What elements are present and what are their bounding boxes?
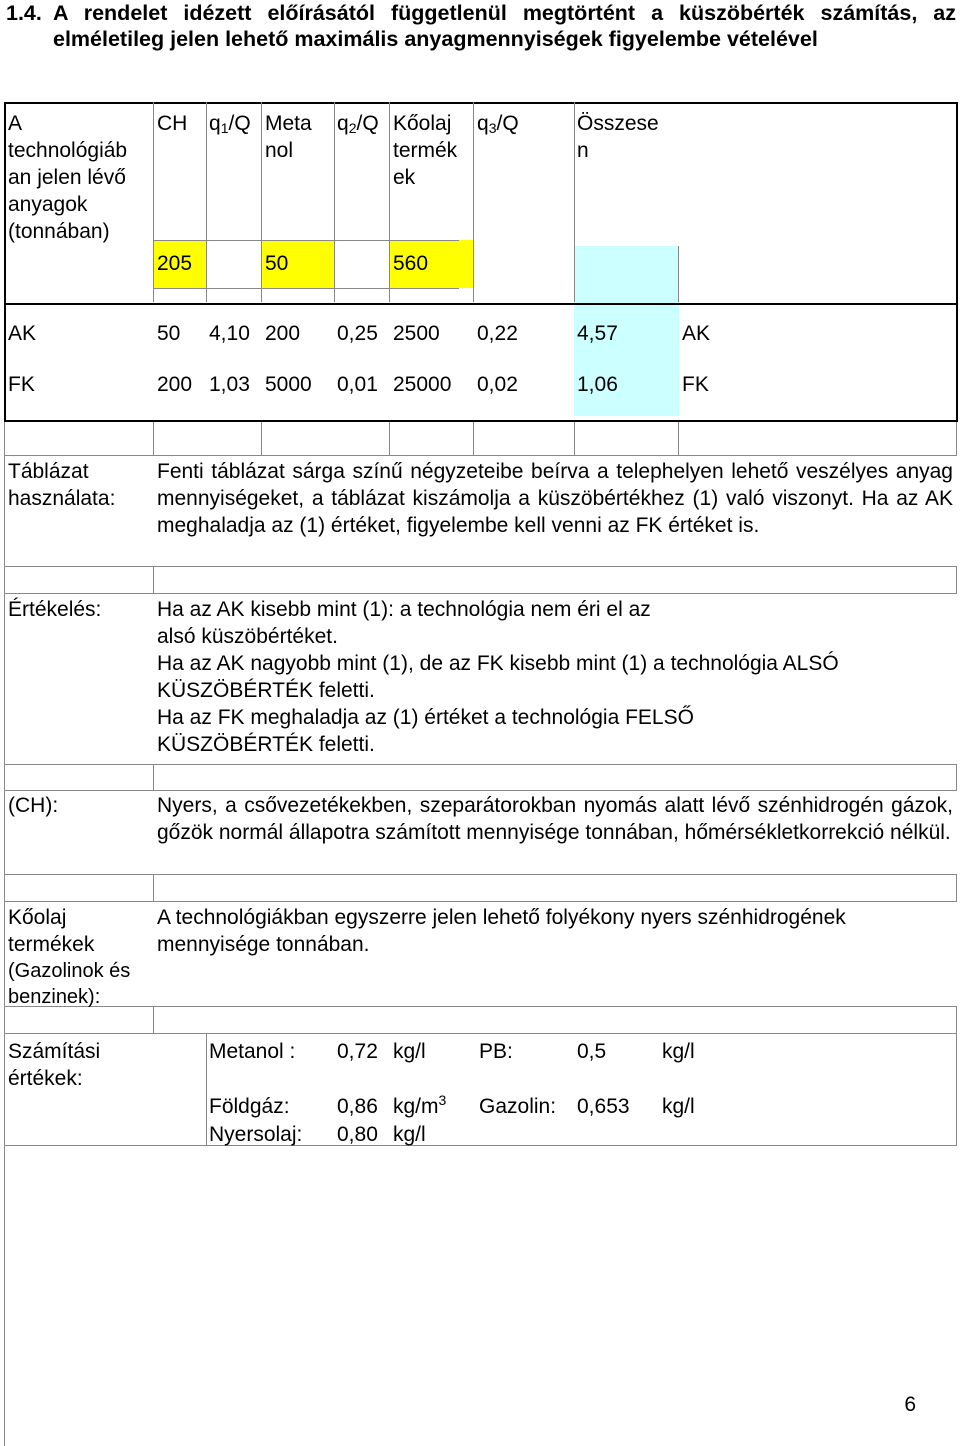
input-ch-value: 205 (157, 252, 193, 275)
section-heading (6, 0, 956, 52)
ch-definition-label: (CH): (8, 794, 59, 817)
header-q3: $q_3/Q$ (477, 112, 519, 136)
calc-label: Számítási értékek: (8, 1040, 101, 1090)
page-number: 6 (904, 1393, 916, 1416)
section-number: 1.4. (6, 1, 42, 25)
header-ch: CH (157, 112, 188, 135)
header-koolaj: Kőolaj termék ek (393, 112, 458, 189)
oil-definition-label: Kőolaj termékek (Gazolinok és benzinek): (8, 906, 131, 1008)
usage-text: Fenti táblázat sárga színű négyzeteibe beírva a telephelyen lehető veszélyes anyag mennyiségeket, a táblázat kiszámolja a küszöbértékhez (1) való viszonyt. Ha az AK meghaladja az (1) értéket, figyelembe kell venni az FK értéket is. (157, 460, 953, 537)
evaluation-label: Értékelés: (8, 598, 102, 621)
input-metanol-value: 50 (265, 252, 289, 275)
input-koolaj-value: 560 (393, 252, 429, 275)
section-title: A rendelet idézett előírásától függetlenül megtörtént a küszöbérték számítás, az elméletileg jelen lehető maximális anyagmennyiségek figyelembe vételével (53, 1, 956, 51)
header-osszesen: Összese n (577, 112, 659, 162)
header-metanol: Meta nol (265, 112, 312, 162)
ch-definition-text: Nyers, a csővezetékekben, szeparátorokban nyomás alatt lévő szénhidrogén gázok, gőzök normál állapotra számított mennyisége tonnában, hőmérsékletkorrekció nélkül. (157, 794, 953, 844)
oil-definition-text: A technológiákban egyszerre jelen lehető folyékony nyers szénhidrogének mennyisége tonnában. (157, 906, 846, 956)
row-label-header: A technológiáb an jelen lévő anyagok (tonnában) (8, 112, 128, 243)
usage-label: Táblázat használata: (8, 460, 116, 510)
evaluation-text: Ha az AK kisebb mint (1): a technológia nem éri el az alsó küszöbértéket. Ha az AK nagyobb mint (1), de az FK kisebb mint (1) a technológia ALSÓ KÜSZÖBÉRTÉK feletti. Ha az FK meghaladja az (1) értéket a technológia FELSŐ KÜSZÖBÉRTÉK feletti. (157, 598, 839, 756)
header-q1: $q_1/Q$ (209, 112, 251, 136)
header-q2: $q_2/Q$ (337, 112, 379, 136)
